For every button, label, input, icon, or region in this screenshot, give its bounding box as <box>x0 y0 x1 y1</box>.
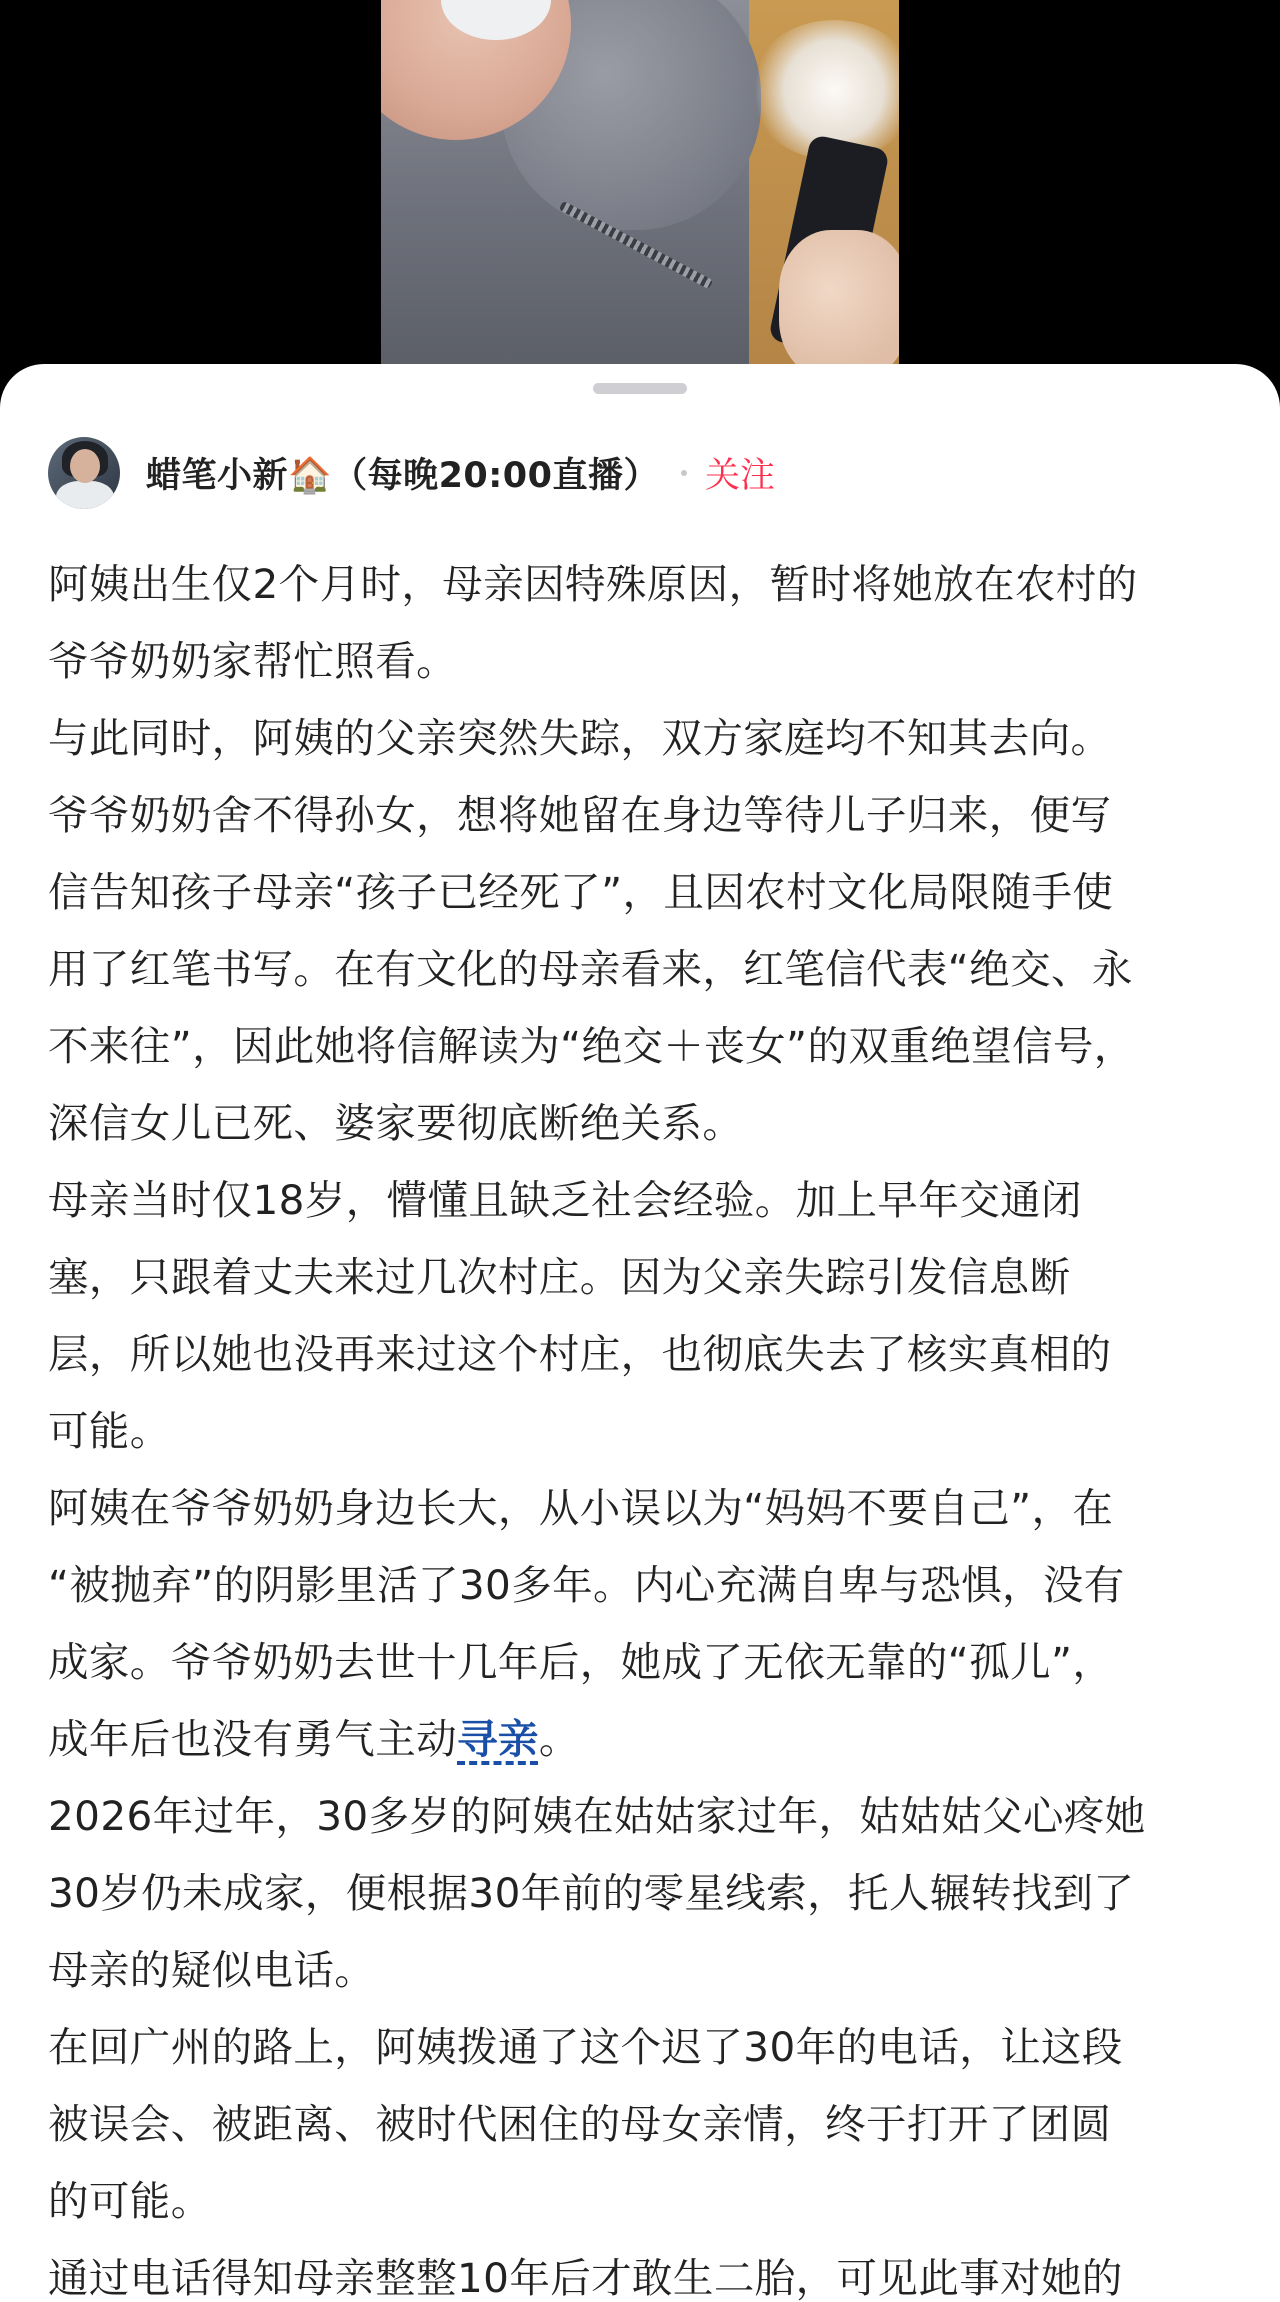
paragraph <box>48 1470 1238 1778</box>
video-player[interactable] <box>0 0 1280 400</box>
video-frame[interactable] <box>381 0 899 364</box>
paragraph: 通过电话得知母亲整整10年后才敢生二胎，可见此事对她的 <box>48 2254 1123 2302</box>
paragraph: 阿姨出生仅2个月时，母亲因特殊原因，暂时将她放在农村的 爷爷奶奶家帮忙照看。 <box>48 560 1138 685</box>
author-name[interactable]: 蜡笔小新🏠（每晚20:00直播） <box>146 456 659 496</box>
follow-button[interactable]: 关注 <box>705 456 776 496</box>
paragraph: 与此同时，阿姨的父亲突然失踪，双方家庭均不知其去向。 <box>48 714 1112 762</box>
post-sheet <box>0 364 1280 2302</box>
author-row <box>48 436 775 510</box>
paragraph: 2026年过年，30多岁的阿姨在姑姑家过年，姑姑姑父心疼她 30岁仍未成家，便根据30年前的零星线索，托人辗转找到了 母亲的疑似电话。 <box>48 1792 1146 1994</box>
avatar[interactable] <box>48 437 120 509</box>
sheet-drag-handle[interactable] <box>593 383 687 394</box>
paragraph-text-end: 。 <box>538 1715 580 1763</box>
post-body <box>48 546 1238 2302</box>
avatar-body <box>56 481 114 509</box>
avatar-face <box>70 449 100 483</box>
paragraph: 母亲当时仅18岁，懵懂且缺乏社会经验。加上早年交通闭 塞，只跟着丈夫来过几次村庄。因为父亲失踪引发信息断 层，所以她也没再来过这个村庄，也彻底失去了核实真相的 可能。 <box>48 1176 1112 1455</box>
paragraph-text: 阿姨在爷爷奶奶身边长大，从小误以为“妈妈不要自己”，在 “被抛弃”的阴影里活了30多年。内心充满自卑与恐惧，没有 成家。爷爷奶奶去世十几年后，她成了无依无靠的“孤儿”， 成年后也没有勇气主动 <box>48 1484 1125 1763</box>
paragraph: 爷爷奶奶舍不得孙女，想将她留在身边等待儿子归来，便写 信告知孩子母亲“孩子已经死了”，且因农村文化局限随手使 用了红笔书写。在有文化的母亲看来，红笔信代表“绝交、永 不来往”，因此她将信解读为“绝交＋丧女”的双重绝望信号， 深信女儿已死、婆家要彻底断绝关系。 <box>48 791 1135 1147</box>
video-hand <box>779 230 899 364</box>
paragraph: 在回广州的路上，阿姨拨通了这个迟了30年的电话，让这段 被误会、被距离、被时代困住的母女亲情，终于打开了团圆 的可能。 <box>48 2023 1123 2225</box>
separator-dot <box>681 470 687 476</box>
search-relatives-link[interactable]: 寻亲 <box>457 1715 539 1763</box>
